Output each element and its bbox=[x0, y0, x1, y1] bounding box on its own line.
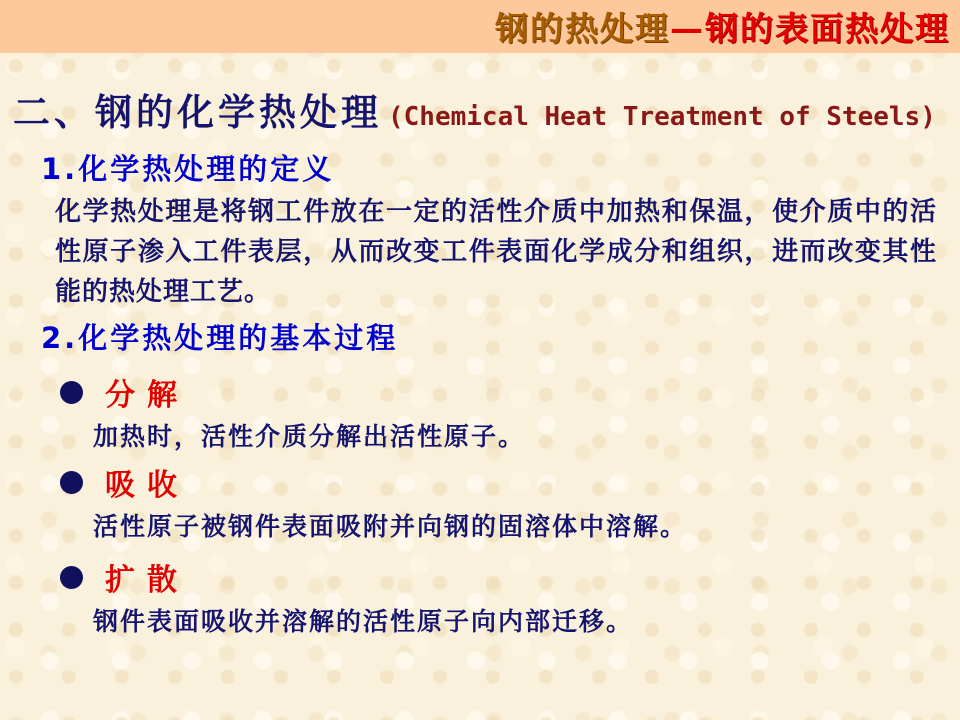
bullet-dot-icon bbox=[60, 471, 83, 494]
page-title-english: (Chemical Heat Treatment of Steels) bbox=[388, 102, 936, 132]
bullet-item-diffusion bbox=[60, 555, 189, 599]
header-course-label: 钢的热处理 bbox=[495, 9, 670, 48]
page-title bbox=[13, 82, 953, 136]
section1-heading: 1.化学热处理的定义 bbox=[41, 152, 335, 186]
section2-heading: 2.化学热处理的基本过程 bbox=[41, 321, 399, 355]
bullet-item-absorption bbox=[60, 460, 189, 504]
bullet-desc-decomposition: 加热时，活性介质分解出活性原子。 bbox=[93, 422, 526, 451]
bullet-dot-icon bbox=[60, 566, 83, 589]
definition-paragraph: 化学热处理是将钢工件放在一定的活性介质中加热和保温，使介质中的活性原子渗入工件表层，从而改变工件表面化学成分和组织，进而改变其性能的热处理工艺。 bbox=[55, 197, 937, 307]
header-topic-label: 钢的表面热处理 bbox=[705, 9, 950, 48]
bullet-dot-icon bbox=[60, 381, 83, 404]
page-title-chinese: 二、钢的化学热处理 bbox=[13, 91, 382, 134]
header-bar bbox=[0, 0, 960, 53]
bullet-item-decomposition bbox=[60, 370, 189, 414]
bullet-term-diffusion: 扩散 bbox=[105, 563, 189, 598]
header-title bbox=[495, 3, 950, 50]
header-dash: — bbox=[670, 9, 705, 48]
bullet-term-decomposition: 分解 bbox=[105, 378, 189, 413]
bullet-desc-absorption: 活性原子被钢件表面吸附并向钢的固溶体中溶解。 bbox=[93, 512, 688, 541]
bullet-term-absorption: 吸收 bbox=[105, 468, 189, 503]
bullet-desc-diffusion: 钢件表面吸收并溶解的活性原子向内部迁移。 bbox=[93, 607, 634, 636]
